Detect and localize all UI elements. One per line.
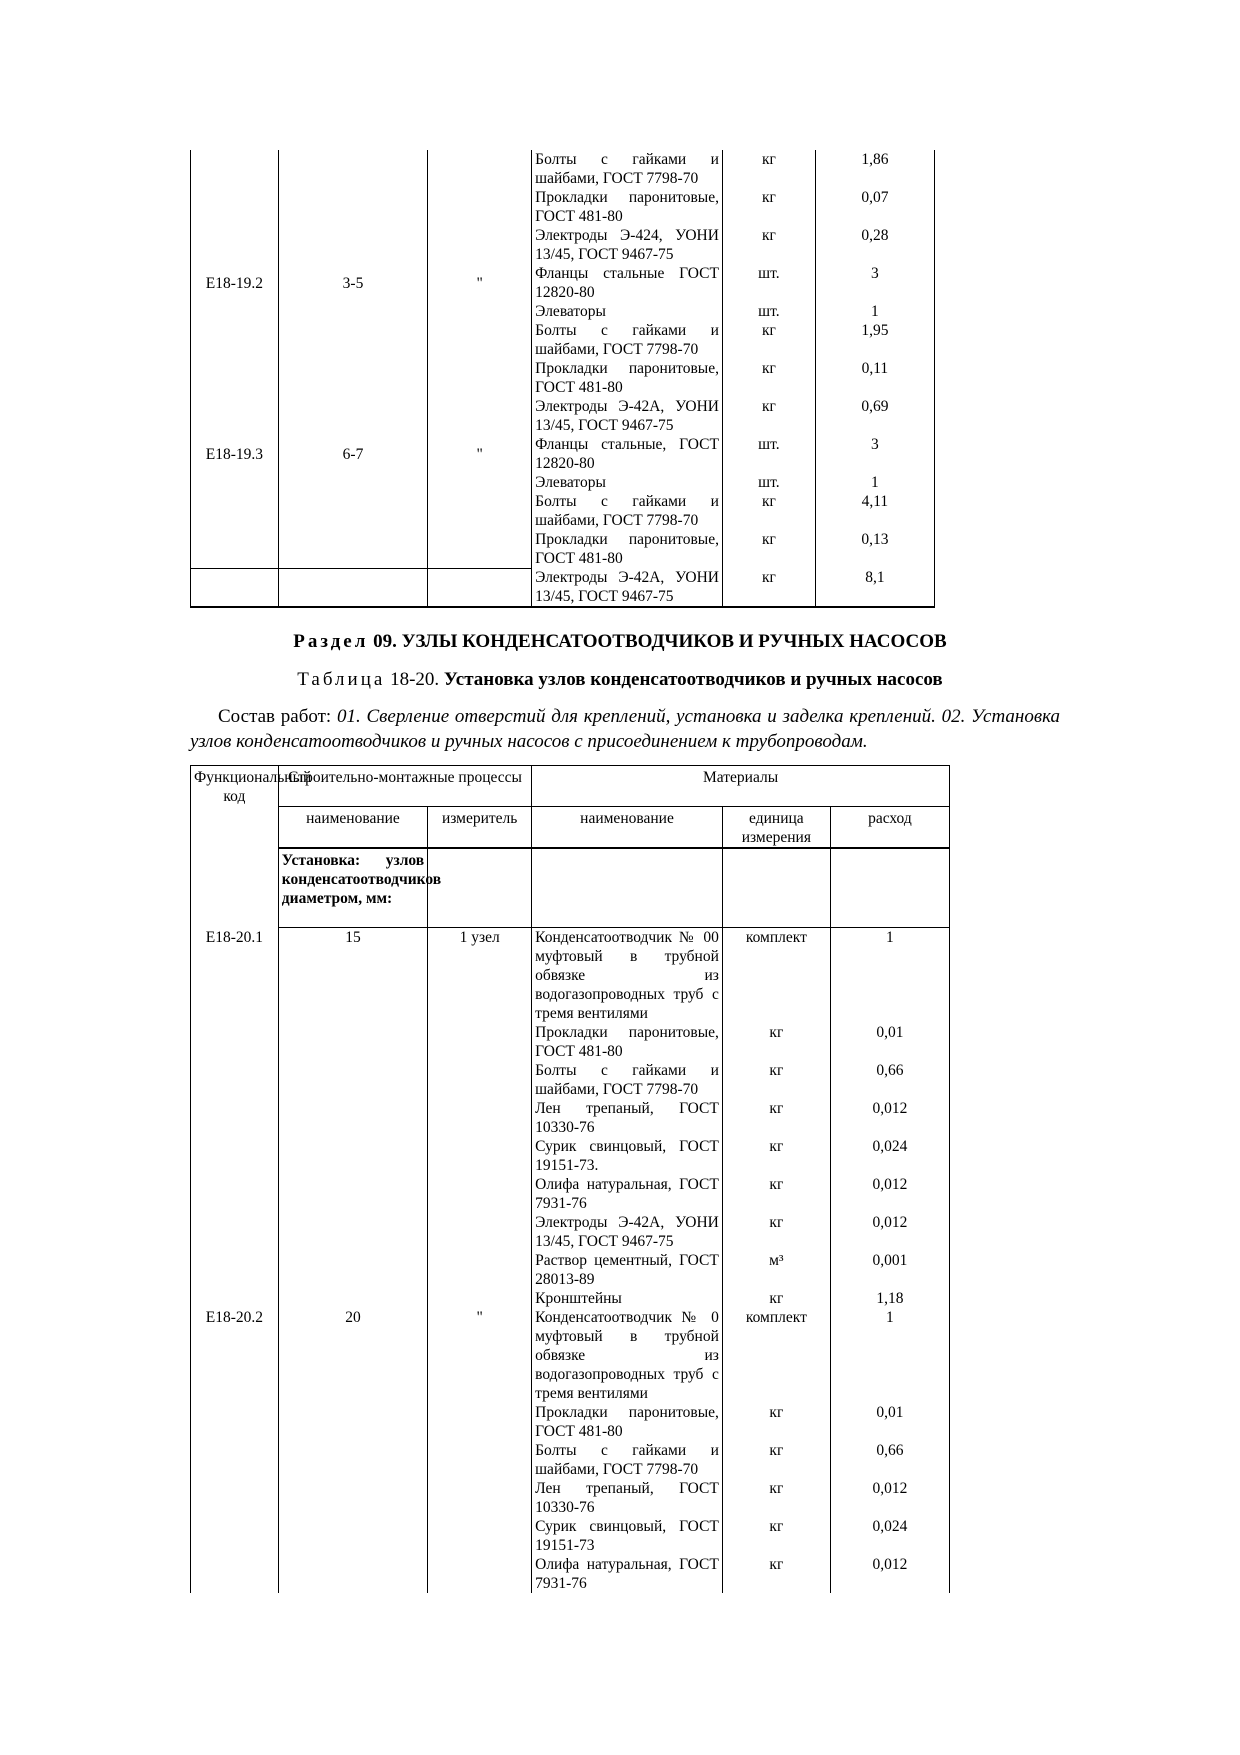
material-unit: кг xyxy=(722,1137,830,1175)
material-qty: 0,66 xyxy=(830,1441,949,1479)
table-row xyxy=(191,1137,950,1175)
row-meter xyxy=(428,1213,532,1251)
row-code: Е18-19.2 xyxy=(191,264,279,302)
table-row xyxy=(191,1175,950,1213)
row-meter xyxy=(428,302,532,321)
row-size xyxy=(278,1479,427,1517)
row-code: Е18-19.3 xyxy=(191,435,279,473)
material-name: Лен трепаный, ГОСТ 10330-76 xyxy=(532,1479,723,1517)
row-size xyxy=(278,226,427,264)
material-unit: кг xyxy=(722,1289,830,1308)
intro-empty-unit xyxy=(722,848,830,928)
row-size xyxy=(278,150,427,188)
row-meter: " xyxy=(428,264,532,302)
material-qty: 1 xyxy=(815,302,934,321)
row-size xyxy=(278,530,427,568)
table-row xyxy=(191,1308,950,1403)
material-qty: 1,86 xyxy=(815,150,934,188)
table-18-19-continuation xyxy=(190,150,935,608)
table-row xyxy=(191,1251,950,1289)
row-meter xyxy=(428,492,532,530)
table-row xyxy=(191,188,935,226)
intro-empty-name xyxy=(532,848,723,928)
material-unit: кг xyxy=(722,226,815,264)
row-code xyxy=(191,1137,279,1175)
material-qty: 0,012 xyxy=(830,1175,949,1213)
table-row xyxy=(191,928,950,1024)
row-code xyxy=(191,302,279,321)
material-name: Олифа натуральная, ГОСТ 7931-76 xyxy=(532,1555,723,1593)
header-mat-name: наименование xyxy=(532,807,723,849)
section-title-text: УЗЛЫ КОНДЕНСАТООТВОДЧИКОВ И РУЧНЫХ НАСОСОВ xyxy=(401,631,947,652)
row-meter xyxy=(428,1251,532,1289)
material-qty: 0,024 xyxy=(830,1137,949,1175)
row-size xyxy=(278,1137,427,1175)
material-qty: 8,1 xyxy=(815,568,934,607)
material-qty: 0,11 xyxy=(815,359,934,397)
material-name: Раствор цементный, ГОСТ 28013-89 xyxy=(532,1251,723,1289)
row-meter xyxy=(428,568,532,607)
table-row xyxy=(191,1023,950,1061)
material-unit: комплект xyxy=(722,928,830,1024)
table-row xyxy=(191,397,935,435)
row-size xyxy=(278,359,427,397)
intro-empty-meter xyxy=(428,848,532,928)
row-code xyxy=(191,188,279,226)
table-title-text: Установка узлов конденсатоотводчиков и ручных насосов xyxy=(443,669,943,690)
row-size xyxy=(278,1441,427,1479)
row-size: 3-5 xyxy=(278,264,427,302)
table-row xyxy=(191,1403,950,1441)
material-name: Элеваторы xyxy=(532,473,723,492)
row-code xyxy=(191,492,279,530)
header-proc-name: наименование xyxy=(278,807,427,849)
material-unit: кг xyxy=(722,1555,830,1593)
table-18-20 xyxy=(190,765,950,1593)
material-name: Конденсатоотводчик № 00 муфтовый в трубной обвязке из водогазопроводных труб с тремя вентилями xyxy=(532,928,723,1024)
table-row xyxy=(191,492,935,530)
row-size: 20 xyxy=(278,1308,427,1403)
material-unit: комплект xyxy=(722,1308,830,1403)
row-code xyxy=(191,1213,279,1251)
intro-code-cell xyxy=(191,848,279,928)
row-meter xyxy=(428,1023,532,1061)
material-unit: кг xyxy=(722,1479,830,1517)
material-qty: 3 xyxy=(815,435,934,473)
row-meter xyxy=(428,473,532,492)
material-qty: 3 xyxy=(815,264,934,302)
table-row xyxy=(191,568,935,607)
row-code xyxy=(191,568,279,607)
material-name: Фланцы стальные, ГОСТ 12820-80 xyxy=(532,435,723,473)
material-name: Прокладки паронитовые, ГОСТ 481-80 xyxy=(532,188,723,226)
material-qty: 0,012 xyxy=(830,1213,949,1251)
row-meter xyxy=(428,1175,532,1213)
table-row xyxy=(191,264,935,302)
row-code xyxy=(191,1251,279,1289)
table-row xyxy=(191,1289,950,1308)
row-size xyxy=(278,492,427,530)
row-code: Е18-20.1 xyxy=(191,928,279,1024)
material-unit: кг xyxy=(722,321,815,359)
material-name: Прокладки паронитовые, ГОСТ 481-80 xyxy=(532,1023,723,1061)
material-name: Электроды Э-42А, УОНИ 13/45, ГОСТ 9467-75 xyxy=(532,397,723,435)
material-unit: шт. xyxy=(722,264,815,302)
material-name: Болты с гайками и шайбами, ГОСТ 7798-70 xyxy=(532,492,723,530)
table-row xyxy=(191,321,935,359)
row-size xyxy=(278,1289,427,1308)
material-name: Болты с гайками и шайбами, ГОСТ 7798-70 xyxy=(532,1061,723,1099)
work-composition xyxy=(190,704,1060,754)
row-code xyxy=(191,1479,279,1517)
material-unit: кг xyxy=(722,1441,830,1479)
table-row xyxy=(191,1517,950,1555)
row-meter xyxy=(428,1099,532,1137)
material-qty: 0,13 xyxy=(815,530,934,568)
material-name: Сурик свинцовый, ГОСТ 19151-73. xyxy=(532,1137,723,1175)
table-row xyxy=(191,302,935,321)
row-meter xyxy=(428,226,532,264)
material-qty: 0,001 xyxy=(830,1251,949,1289)
row-meter xyxy=(428,1289,532,1308)
material-name: Лен трепаный, ГОСТ 10330-76 xyxy=(532,1099,723,1137)
table-row xyxy=(191,1213,950,1251)
material-unit: шт. xyxy=(722,435,815,473)
row-code xyxy=(191,150,279,188)
row-code xyxy=(191,530,279,568)
row-code xyxy=(191,1289,279,1308)
material-unit: кг xyxy=(722,359,815,397)
material-name: Электроды Э-42А, УОНИ 13/45, ГОСТ 9467-75 xyxy=(532,568,723,607)
material-unit: кг xyxy=(722,1061,830,1099)
row-code xyxy=(191,397,279,435)
material-unit: кг xyxy=(722,1517,830,1555)
row-meter xyxy=(428,150,532,188)
material-unit: шт. xyxy=(722,302,815,321)
row-code xyxy=(191,1517,279,1555)
table-row xyxy=(191,1441,950,1479)
header-functional-code: Функциональный код xyxy=(191,766,279,849)
table-row xyxy=(191,359,935,397)
row-meter: " xyxy=(428,1308,532,1403)
material-name: Прокладки паронитовые, ГОСТ 481-80 xyxy=(532,1403,723,1441)
row-meter xyxy=(428,359,532,397)
table-prefix: Таблица xyxy=(297,669,386,690)
row-code xyxy=(191,1403,279,1441)
material-unit: кг xyxy=(722,530,815,568)
material-name: Прокладки паронитовые, ГОСТ 481-80 xyxy=(532,359,723,397)
row-meter xyxy=(428,530,532,568)
material-unit: кг xyxy=(722,188,815,226)
table-row xyxy=(191,1555,950,1593)
composition-label: Состав работ: xyxy=(218,706,332,727)
row-code xyxy=(191,1441,279,1479)
row-meter xyxy=(428,188,532,226)
material-name: Олифа натуральная, ГОСТ 7931-76 xyxy=(532,1175,723,1213)
material-qty: 1 xyxy=(830,1308,949,1403)
row-size xyxy=(278,397,427,435)
header-mat-qty: расход xyxy=(830,807,949,849)
material-unit: кг xyxy=(722,568,815,607)
row-size: 6-7 xyxy=(278,435,427,473)
table-row xyxy=(191,530,935,568)
row-code xyxy=(191,1023,279,1061)
material-qty: 0,012 xyxy=(830,1099,949,1137)
material-qty: 0,012 xyxy=(830,1555,949,1593)
material-qty: 0,28 xyxy=(815,226,934,264)
material-unit: кг xyxy=(722,150,815,188)
table-row xyxy=(191,1099,950,1137)
material-qty: 0,69 xyxy=(815,397,934,435)
row-size xyxy=(278,321,427,359)
material-qty: 1 xyxy=(830,928,949,1024)
material-unit: м³ xyxy=(722,1251,830,1289)
row-size xyxy=(278,1061,427,1099)
material-unit: кг xyxy=(722,1213,830,1251)
row-size xyxy=(278,1517,427,1555)
row-code xyxy=(191,1061,279,1099)
table-row xyxy=(191,1479,950,1517)
row-size xyxy=(278,1023,427,1061)
row-size xyxy=(278,1403,427,1441)
row-size xyxy=(278,188,427,226)
row-meter xyxy=(428,1441,532,1479)
header-processes: Строительно-монтажные процессы xyxy=(278,766,531,807)
row-size: 15 xyxy=(278,928,427,1024)
material-name: Болты с гайками и шайбами, ГОСТ 7798-70 xyxy=(532,150,723,188)
material-qty: 0,01 xyxy=(830,1403,949,1441)
material-qty: 0,012 xyxy=(830,1479,949,1517)
row-code xyxy=(191,1099,279,1137)
table-row xyxy=(191,473,935,492)
material-name: Прокладки паронитовые, ГОСТ 481-80 xyxy=(532,530,723,568)
row-meter xyxy=(428,1061,532,1099)
material-unit: шт. xyxy=(722,473,815,492)
material-name: Кронштейны xyxy=(532,1289,723,1308)
material-name: Электроды Э-424, УОНИ 13/45, ГОСТ 9467-75 xyxy=(532,226,723,264)
row-size xyxy=(278,568,427,607)
row-code xyxy=(191,321,279,359)
material-qty: 1,95 xyxy=(815,321,934,359)
section-heading xyxy=(190,630,1050,654)
material-qty: 0,07 xyxy=(815,188,934,226)
header-proc-meter: измеритель xyxy=(428,807,532,849)
row-size xyxy=(278,1175,427,1213)
row-size xyxy=(278,302,427,321)
material-unit: кг xyxy=(722,1099,830,1137)
material-unit: кг xyxy=(722,1403,830,1441)
row-size xyxy=(278,1555,427,1593)
material-qty: 4,11 xyxy=(815,492,934,530)
table-number: 18-20. xyxy=(390,669,440,690)
row-size xyxy=(278,1251,427,1289)
row-code: Е18-20.2 xyxy=(191,1308,279,1403)
material-name: Болты с гайками и шайбами, ГОСТ 7798-70 xyxy=(532,1441,723,1479)
row-code xyxy=(191,473,279,492)
row-code xyxy=(191,1555,279,1593)
row-meter: " xyxy=(428,435,532,473)
material-qty: 0,01 xyxy=(830,1023,949,1061)
row-size xyxy=(278,473,427,492)
material-qty: 1,18 xyxy=(830,1289,949,1308)
composition-text: 01. Сверление отверстий для креплений, установка и заделка креплений. 02. Установка узлов конденсатоотводчиков и ручных насосов с присоединением к трубопроводам. xyxy=(190,706,1061,752)
row-meter xyxy=(428,1403,532,1441)
table-row xyxy=(191,1061,950,1099)
header-materials: Материалы xyxy=(532,766,950,807)
row-code xyxy=(191,226,279,264)
row-meter: 1 узел xyxy=(428,928,532,1024)
material-name: Фланцы стальные ГОСТ 12820-80 xyxy=(532,264,723,302)
material-name: Элеваторы xyxy=(532,302,723,321)
material-name: Конденсатоотводчик № 0 муфтовый в трубной обвязке из водогазопроводных труб с тремя вентилями xyxy=(532,1308,723,1403)
material-name: Болты с гайками и шайбами, ГОСТ 7798-70 xyxy=(532,321,723,359)
section-prefix: Раздел xyxy=(293,631,369,652)
row-code xyxy=(191,359,279,397)
table-row xyxy=(191,435,935,473)
row-meter xyxy=(428,1555,532,1593)
material-qty: 0,66 xyxy=(830,1061,949,1099)
row-meter xyxy=(428,321,532,359)
header-mat-unit: единица измерения xyxy=(722,807,830,849)
table-row xyxy=(191,150,935,188)
material-qty: 0,024 xyxy=(830,1517,949,1555)
row-size xyxy=(278,1213,427,1251)
material-unit: кг xyxy=(722,1175,830,1213)
row-meter xyxy=(428,1517,532,1555)
material-unit: кг xyxy=(722,492,815,530)
row-size xyxy=(278,1099,427,1137)
section-number: 09. xyxy=(373,631,397,652)
intro-text: Установка: узлов конденсатоотводчиков диаметром, мм: xyxy=(278,848,427,928)
material-unit: кг xyxy=(722,397,815,435)
material-name: Сурик свинцовый, ГОСТ 19151-73 xyxy=(532,1517,723,1555)
intro-empty-qty xyxy=(830,848,949,928)
material-qty: 1 xyxy=(815,473,934,492)
row-code xyxy=(191,1175,279,1213)
material-name: Электроды Э-42А, УОНИ 13/45, ГОСТ 9467-75 xyxy=(532,1213,723,1251)
row-meter xyxy=(428,1479,532,1517)
table-row xyxy=(191,226,935,264)
row-meter xyxy=(428,397,532,435)
table-heading xyxy=(190,668,1050,692)
row-meter xyxy=(428,1137,532,1175)
material-unit: кг xyxy=(722,1023,830,1061)
